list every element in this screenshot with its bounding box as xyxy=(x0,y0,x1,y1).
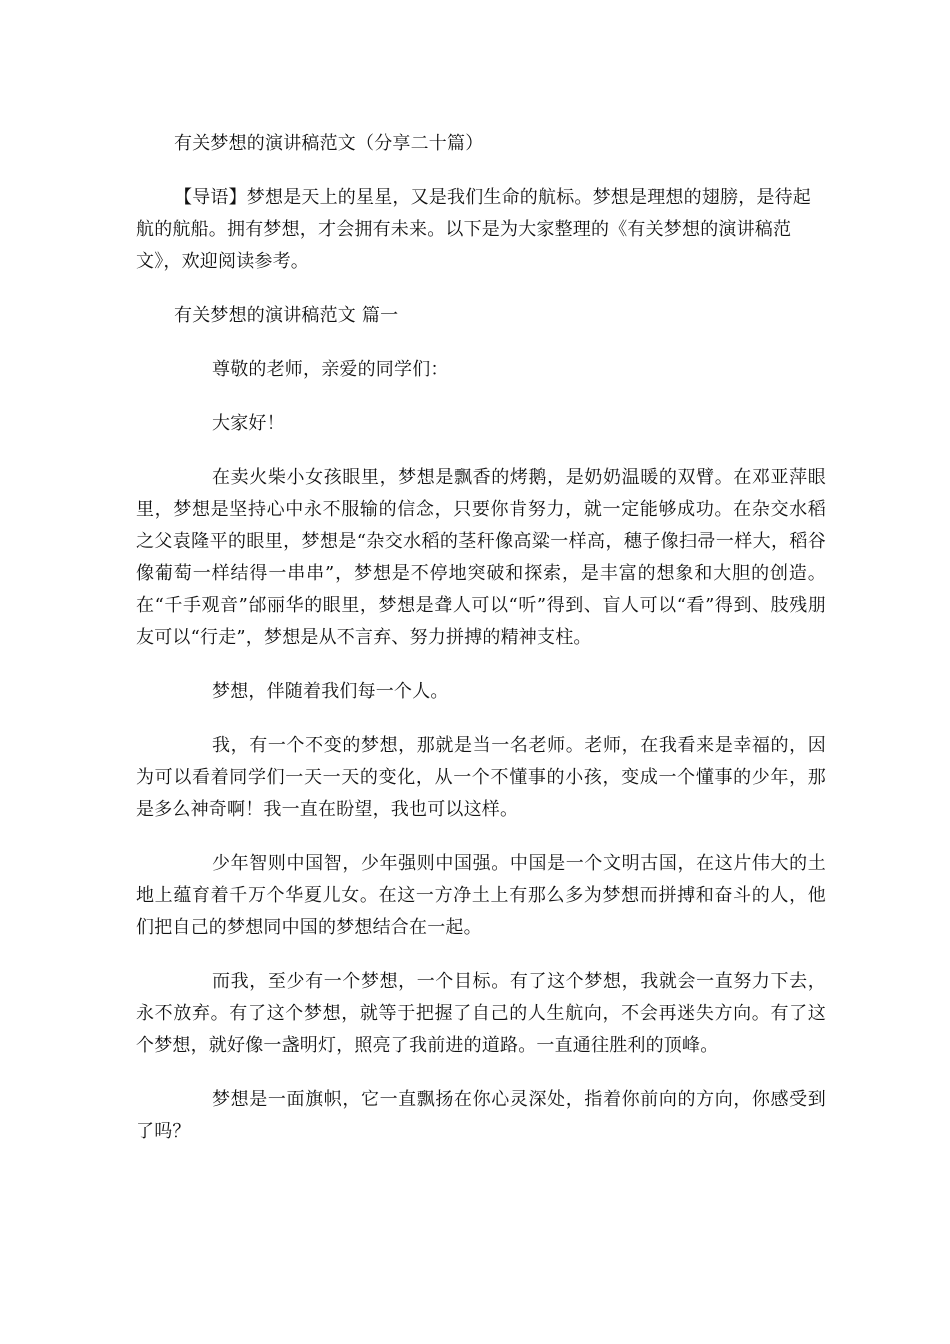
greeting: 大家好！ xyxy=(212,413,285,434)
salutation: 尊敬的老师，亲爱的同学们： xyxy=(212,359,449,380)
body-paragraph: 而我，至少有一个梦想，一个目标。有了这个梦想，我就会一直努力下去，永不放弃。有了这个梦想，就等于把握了自己的人生航向，不会再迷失方向。有了这个梦想，就好像一盏明灯，照亮了我前进的道路。一直通往胜利的顶峰。 xyxy=(136,971,826,1056)
section-title: 有关梦想的演讲稿范文 篇一 xyxy=(174,305,399,326)
body-paragraph: 梦想，伴随着我们每一个人。 xyxy=(212,681,449,702)
document-body xyxy=(136,128,826,1170)
body-paragraph: 梦想是一面旗帜，它一直飘扬在你心灵深处，指着你前向的方向，你感受到了吗？ xyxy=(136,1089,826,1142)
body-paragraph: 我，有一个不变的梦想，那就是当一名老师。老师，在我看来是幸福的，因为可以看着同学们一天一天的变化，从一个不懂事的小孩，变成一个懂事的少年，那是多么神奇啊！我一直在盼望，我也可以这样。 xyxy=(136,735,826,820)
body-paragraph: 在卖火柴小女孩眼里，梦想是飘香的烤鹅，是奶奶温暖的双臂。在邓亚萍眼里，梦想是坚持心中永不服输的信念，只要你肯努力，就一定能够成功。在杂交水稻之父袁隆平的眼里，梦想是“杂交水稻的茎秆像高粱一样高，穗子像扫帚一样大，稻谷像葡萄一样结得一串串”，梦想是不停地突破和探索，是丰富的想象和大胆的创造。在“千手观音”邰丽华的眼里，梦想是聋人可以“听”得到、盲人可以“看”得到、肢残朋友可以“行走”，梦想是从不言弃、努力拼搏的精神支柱。 xyxy=(136,467,826,648)
document-title: 有关梦想的演讲稿范文（分享二十篇） xyxy=(174,133,484,154)
body-paragraph: 少年智则中国智，少年强则中国强。中国是一个文明古国，在这片伟大的土地上蕴育着千万个华夏儿女。在这一方净土上有那么多为梦想而拼搏和奋斗的人，他们把自己的梦想同中国的梦想结合在一起。 xyxy=(136,853,826,938)
intro-paragraph: 【导语】梦想是天上的星星，又是我们生命的航标。梦想是理想的翅膀，是待起航的航船。拥有梦想，才会拥有未来。以下是为大家整理的《有关梦想的演讲稿范文》，欢迎阅读参考。 xyxy=(136,187,811,272)
